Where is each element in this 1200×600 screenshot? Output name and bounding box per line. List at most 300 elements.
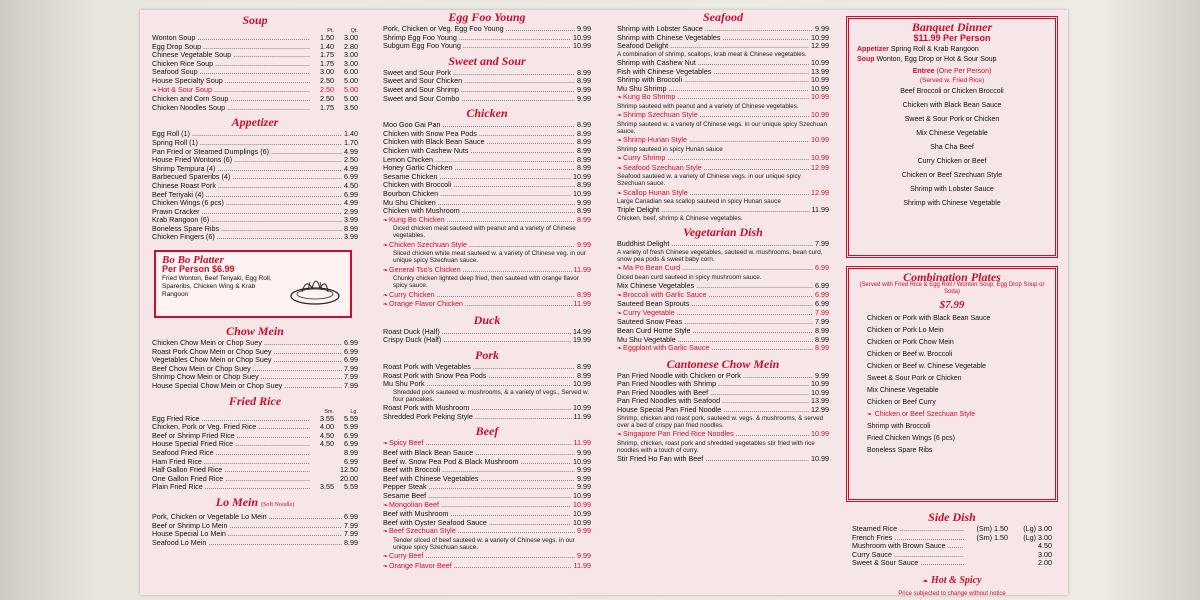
menu-item-name: House Special Pan Fried Noodle ..... bbox=[617, 406, 809, 415]
menu-item-name: Chicken with Broccoli ..... bbox=[383, 181, 575, 190]
column-2 bbox=[383, 10, 591, 572]
menu-item bbox=[152, 165, 358, 174]
section-title-cantonese: Cantonese Chow Mein bbox=[666, 356, 780, 371]
menu-item-description: Chunky chicken lighted deep fried, then sauteed with orange flavor spicy sauce. bbox=[393, 275, 579, 290]
menu-item-price: 3.99 bbox=[344, 232, 358, 242]
menu-item bbox=[152, 458, 358, 467]
menu-item-name: Seafood Soup ..... bbox=[152, 68, 310, 77]
pepper-icon: ❧ bbox=[617, 138, 623, 145]
menu-item bbox=[152, 191, 358, 200]
bobo-title: Bo Bo Platter bbox=[162, 254, 224, 267]
menu-item-name: Mu Shu Vegetable ..... bbox=[617, 336, 813, 345]
menu-item-description: Diced chicken meat sauteed with peanut and a variety of Chinese vegetables. bbox=[393, 225, 576, 240]
menu-item-price: 6.99 bbox=[815, 289, 829, 299]
menu-item-name: Beef with Black Bean Sauce ..... bbox=[383, 449, 575, 458]
menu-item bbox=[383, 363, 591, 372]
menu-item bbox=[383, 328, 591, 337]
side-item-large: 3.00 bbox=[1038, 549, 1052, 559]
pepper-icon: ❧ bbox=[617, 190, 623, 197]
section-title-vegetarian: Vegetarian Dish bbox=[683, 225, 763, 240]
menu-item-name: Chinese Roast Pork ..... bbox=[152, 182, 342, 191]
menu-item-name: Chicken with Snow Pea Pods ..... bbox=[383, 130, 575, 139]
menu-item bbox=[617, 397, 829, 406]
bobo-platter-box bbox=[154, 250, 352, 318]
menu-item-price: 8.99 bbox=[577, 180, 591, 190]
section-title-pork: Pork bbox=[475, 348, 499, 363]
menu-item bbox=[383, 413, 591, 422]
menu-item bbox=[152, 216, 358, 225]
menu-item-price: 8.99 bbox=[577, 370, 591, 380]
menu-item bbox=[383, 336, 591, 345]
pepper-icon: ❧ bbox=[617, 113, 623, 120]
menu-item-price: 8.99 bbox=[577, 214, 591, 224]
pepper-icon: ❧ bbox=[617, 292, 623, 299]
menu-item-price: 3.99 bbox=[344, 215, 358, 225]
menu-item-price-large: 6.99 bbox=[344, 456, 358, 466]
friedrice-list bbox=[152, 415, 358, 492]
menu-item-name: Moo Goo Gai Pan ..... bbox=[383, 121, 575, 130]
menu-item-price: 2.99 bbox=[344, 206, 358, 216]
menu-item-name: Mongolian Beef ..... bbox=[389, 501, 571, 510]
menu-item-name: Sweet and Sour Pork ..... bbox=[383, 69, 575, 78]
menu-item-name: Roast Duck (Half) ..... bbox=[383, 328, 571, 337]
section-title-seafood: Seafood bbox=[703, 10, 743, 24]
menu-item-price: 9.99 bbox=[577, 551, 591, 561]
menu-item-price: 8.99 bbox=[815, 334, 829, 344]
menu-item-description: Shrimp, chicken, roast pork and shredded vegetables stir fried with rice noodles with a touch of curry. bbox=[617, 439, 815, 454]
menu-item-name: Shrimp with Cashew Nut ..... bbox=[617, 59, 809, 68]
menu-item-name: Spicy Beef ..... bbox=[389, 439, 572, 448]
pepper-icon: ❧ bbox=[383, 217, 389, 224]
menu-item bbox=[617, 318, 829, 327]
menu-item bbox=[617, 206, 829, 215]
menu-item bbox=[617, 136, 829, 146]
menu-item bbox=[383, 130, 591, 139]
menu-item bbox=[152, 382, 358, 391]
menu-item bbox=[617, 291, 829, 301]
menu-item-name: Sesame Beef ..... bbox=[383, 492, 571, 501]
combo-item bbox=[867, 385, 1047, 397]
menu-item-price-large: 3.50 bbox=[344, 102, 358, 112]
menu-item-price: 10.99 bbox=[573, 517, 591, 527]
menu-item-price: 6.99 bbox=[344, 338, 358, 348]
menu-item bbox=[617, 406, 829, 415]
menu-item bbox=[152, 199, 358, 208]
menu-item bbox=[617, 154, 829, 164]
menu-item-price-large: 5.00 bbox=[344, 84, 358, 94]
combo-item-name: Fried Chicken Wings (6 pcs) bbox=[867, 434, 955, 442]
menu-item-name: Shrimp with Lobster Sauce ..... bbox=[617, 25, 813, 34]
menu-item-price: 13.99 bbox=[811, 396, 829, 406]
menu-item-name: Beef with Mushroom ..... bbox=[383, 510, 571, 519]
menu-item-price: 7.99 bbox=[344, 363, 358, 373]
menu-item-name: Beef w. Snow Pea Pod & Black Mushroom ..... bbox=[383, 458, 571, 467]
menu-item bbox=[383, 138, 591, 147]
section-title-friedrice: Fried Rice bbox=[228, 393, 282, 408]
menu-item-price: 10.99 bbox=[811, 57, 829, 67]
menu-item-name: Sweet and Sour Chicken ..... bbox=[383, 77, 575, 86]
banquet-appetizer: Appetizer Spring Roll & Krab Rangoon bbox=[857, 45, 979, 53]
section-title-duck: Duck bbox=[473, 312, 501, 327]
menu-item-price: 8.99 bbox=[577, 206, 591, 216]
menu-item-price: 6.99 bbox=[344, 172, 358, 182]
combo-title: Combination Plates bbox=[903, 270, 1001, 284]
menu-item-price: 10.99 bbox=[811, 110, 829, 120]
menu-item bbox=[383, 95, 591, 104]
menu-item bbox=[152, 139, 358, 148]
menu-item bbox=[383, 439, 591, 449]
section-title-appetizer: Appetizer bbox=[231, 115, 279, 130]
menu-item-name: Prawn Cracker ..... bbox=[152, 208, 342, 217]
menu-item-name: Chicken with Black Bean Sauce ..... bbox=[383, 138, 575, 147]
menu-item-price: 4.50 bbox=[344, 180, 358, 190]
column-4 bbox=[846, 10, 1058, 599]
menu-item-name: Roast Pork Chow Mein or Chop Suey ..... bbox=[152, 348, 342, 357]
menu-item-description: Shrimp sauteed w. a variety of Chinese vegs. in our unique spicy Szechuan sauce. bbox=[617, 120, 828, 135]
menu-item-price: 9.99 bbox=[577, 473, 591, 483]
menu-item-name: Beef or Shrimp Lo Mein ..... bbox=[152, 522, 342, 531]
menu-item bbox=[383, 404, 591, 413]
combo-item-name: Sweet & Sour Pork or Chicken bbox=[867, 374, 962, 382]
price-note: Price subjected to change without notice bbox=[898, 590, 1006, 597]
menu-item-name: Roast Pork with Vegetables ..... bbox=[383, 363, 575, 372]
menu-item-price-large: 5.00 bbox=[344, 75, 358, 85]
menu-item-price: 6.99 bbox=[344, 355, 358, 365]
menu-item-price: 8.99 bbox=[815, 325, 829, 335]
menu-item-price-large: 5.59 bbox=[344, 413, 358, 423]
combo-item bbox=[867, 409, 1047, 421]
menu-item bbox=[152, 449, 358, 458]
menu-item-price: 9.99 bbox=[577, 239, 591, 249]
menu-item bbox=[617, 111, 829, 121]
combo-item bbox=[867, 361, 1047, 373]
combo-item-name: Chicken or Pork Lo Mein bbox=[867, 326, 944, 334]
menu-item-description: Sliced chicken white meat sauteed w. a variety of Chinese veg. in our unique spicy Szechuan sauce. bbox=[393, 250, 586, 265]
menu-item-name: Pan Fried or Steamed Dumplings (6) ..... bbox=[152, 148, 342, 157]
pepper-icon: ❧ bbox=[383, 267, 389, 274]
menu-item bbox=[617, 25, 829, 34]
menu-item-name: Plain Fried Rice ..... bbox=[152, 483, 310, 492]
side-item bbox=[852, 542, 1052, 551]
menu-item-price: 12.99 bbox=[811, 187, 829, 197]
menu-item-price: 8.99 bbox=[577, 76, 591, 86]
banquet-item: Curry Chicken or Beef bbox=[917, 157, 987, 165]
menu-item-description: A variety of fresh Chinese vegetables, sauteed w. mushrooms, bean curd, snow pea pods & sweet baby corn. bbox=[617, 248, 823, 263]
menu-item-price: 11.99 bbox=[573, 264, 591, 274]
menu-item-name: Pan Fried Noodles with Shrimp ..... bbox=[617, 380, 809, 389]
menu-item-price-large: 6.99 bbox=[344, 430, 358, 440]
menu-item-name: Bourbon Chicken ..... bbox=[383, 190, 571, 199]
menu-item-price: 10.99 bbox=[573, 456, 591, 466]
menu-item bbox=[383, 562, 591, 572]
menu-item-price: 9.99 bbox=[577, 84, 591, 94]
menu-item bbox=[152, 225, 358, 234]
menu-item-price: 8.99 bbox=[577, 120, 591, 130]
menu-item-price: 9.99 bbox=[577, 197, 591, 207]
menu-item-name: Ham Fried Rice ..... bbox=[152, 458, 310, 467]
menu-item bbox=[617, 389, 829, 398]
menu-item bbox=[617, 59, 829, 68]
side-item bbox=[852, 525, 1052, 534]
banquet-price: $11.99 Per Person bbox=[913, 32, 991, 43]
menu-item-price-large: 5.59 bbox=[344, 482, 358, 492]
menu-item-price: 9.99 bbox=[577, 482, 591, 492]
side-item-large: (Lg) 3.00 bbox=[1023, 532, 1052, 542]
menu-item bbox=[383, 77, 591, 86]
menu-item-description: A combination of shrimp, scallops, krab meat & Chinese vegetables. bbox=[617, 50, 807, 58]
menu-item-name: Seafood Szechuan Style ..... bbox=[623, 164, 809, 173]
side-item-large: (Lg) 3.00 bbox=[1023, 524, 1052, 533]
menu-item-name: Sesame Chicken ..... bbox=[383, 173, 571, 182]
combo-item-name: Mix Chinese Vegetable bbox=[867, 386, 939, 394]
menu-item-price: 8.99 bbox=[577, 137, 591, 147]
menu-item-price: 9.99 bbox=[577, 24, 591, 33]
menu-item bbox=[383, 300, 591, 310]
menu-item bbox=[617, 42, 829, 51]
side-item-name: Steamed Rice ..... bbox=[852, 525, 964, 534]
section-title-sweetsour: Sweet and Sour bbox=[448, 53, 526, 68]
menu-item bbox=[617, 68, 829, 77]
menu-item-price: 10.99 bbox=[811, 152, 829, 162]
menu-item-price-small: 3.55 bbox=[320, 413, 334, 423]
menu-item-name: Vegetables Chow Mein or Chop Suey ..... bbox=[152, 356, 342, 365]
menu-item-price: 7.99 bbox=[344, 529, 358, 539]
menu-item-price: 11.99 bbox=[573, 438, 591, 448]
menu-item-name: Beef or Shrimp Fried Rice ..... bbox=[152, 432, 310, 441]
seafood-list bbox=[617, 25, 829, 222]
menu-item-name: Seafood Delight ..... bbox=[617, 42, 809, 51]
section-title-beef: Beef bbox=[475, 424, 499, 439]
menu-item-price: 4.99 bbox=[344, 198, 358, 208]
menu-item-price: 9.99 bbox=[815, 24, 829, 33]
combo-note: (Served with Fried Rice & Egg Roll / Wonton Soup, Egg Drop Soup or Soda) bbox=[859, 281, 1045, 296]
menu-item-name: Fish with Chinese Vegetables ..... bbox=[617, 68, 809, 77]
menu-item bbox=[383, 34, 591, 43]
menu-item bbox=[383, 199, 591, 208]
pepper-icon: ❧ bbox=[922, 578, 928, 585]
menu-item bbox=[152, 233, 358, 242]
menu-item-name: Chicken Szechuan Style ..... bbox=[389, 241, 575, 250]
menu-item-price: 7.99 bbox=[815, 307, 829, 317]
menu-item-name: Roast Pork with Snow Pea Pods ..... bbox=[383, 372, 575, 381]
menu-item-name: Curry Vegetable ..... bbox=[623, 309, 813, 318]
menu-item bbox=[152, 466, 358, 475]
menu-item-price-large: 6.00 bbox=[344, 67, 358, 77]
menu-item bbox=[152, 539, 358, 548]
combo-item-name: Chicken or Beef Szechuan Style bbox=[874, 410, 976, 418]
side-item-large: 2.00 bbox=[1038, 558, 1052, 568]
menu-item-name: Egg Fried Rice ..... bbox=[152, 415, 310, 424]
menu-item-name: Ma Po Bean Curd ..... bbox=[623, 264, 813, 273]
menu-item-price: 4.99 bbox=[344, 163, 358, 173]
menu-item bbox=[152, 522, 358, 531]
menu-item-price-small: 2.50 bbox=[320, 94, 334, 104]
menu-item-price: 8.99 bbox=[577, 128, 591, 138]
menu-item bbox=[152, 182, 358, 191]
menu-item bbox=[617, 85, 829, 94]
pepper-icon: ❧ bbox=[617, 432, 623, 439]
menu-item-price-small: 1.50 bbox=[320, 33, 334, 42]
menu-item-price: 10.99 bbox=[573, 491, 591, 500]
menu-item-name: Chicken Noodles Soup ..... bbox=[152, 104, 310, 113]
menu-item-description: Shrimp, chicken and roast pork, sauteed w. vegs. & mushrooms, & served over a bed of crispy pan fried noodles. bbox=[617, 414, 824, 429]
menu-item-name: Curry Shrimp ..... bbox=[623, 154, 809, 163]
menu-item-price: 10.99 bbox=[573, 379, 591, 389]
section-title-lomein: Lo Mein (Soft Noodle) bbox=[215, 494, 295, 509]
menu-item-name: Chicken and Corn Soup ..... bbox=[152, 95, 310, 104]
menu-item-price-small: 4.00 bbox=[320, 422, 334, 432]
combo-item-name: Chicken or Beef Curry bbox=[867, 398, 936, 406]
combo-item-name: Chicken or Beef w. Chinese Vegetable bbox=[867, 362, 987, 370]
menu-item bbox=[383, 86, 591, 95]
menu-item-price-small: 4.50 bbox=[320, 430, 334, 440]
menu-item-price-large: 6.99 bbox=[344, 439, 358, 449]
beef-list bbox=[383, 439, 591, 571]
section-title-soup: Soup bbox=[242, 13, 268, 27]
menu-item-name: Subgum Egg Foo Young ..... bbox=[383, 42, 571, 51]
menu-item-price-small: 2.50 bbox=[320, 84, 334, 94]
menu-item bbox=[383, 483, 591, 492]
pepper-icon: ❧ bbox=[617, 346, 623, 353]
banquet-item: Chicken or Beef Szechuan Style bbox=[901, 171, 1003, 179]
menu-item-name: Shrimp with Broccoli ..... bbox=[617, 76, 809, 85]
menu-item-name: Sweet and Sour Shrimp ..... bbox=[383, 86, 575, 95]
menu-item bbox=[617, 240, 829, 249]
menu-item-name: Kung Bo Chicken ..... bbox=[389, 216, 575, 225]
menu-item-price-large: 5.00 bbox=[344, 94, 358, 104]
menu-item-name: Orange Flavor Chicken ..... bbox=[389, 300, 572, 309]
menu-item-name: Orange Flavor Beef ..... bbox=[389, 562, 572, 571]
menu-item-price: 7.99 bbox=[344, 520, 358, 530]
menu-item-price: 7.99 bbox=[344, 372, 358, 382]
side-item bbox=[852, 551, 1052, 560]
menu-item-price: 19.99 bbox=[573, 335, 591, 345]
combo-item-name: Chicken or Beef w. Broccoli bbox=[867, 350, 953, 358]
side-item-large: 4.50 bbox=[1038, 541, 1052, 551]
menu-item-name: Shrimp Tempura (4) ..... bbox=[152, 165, 342, 174]
menu-item bbox=[383, 466, 591, 475]
menu-item-name: Chicken Fingers (6) ..... bbox=[152, 233, 342, 242]
menu-item bbox=[383, 181, 591, 190]
menu-item-name: House Special Lo Mein ..... bbox=[152, 530, 342, 539]
menu-item-price: 10.99 bbox=[573, 188, 591, 198]
pepper-icon: ❧ bbox=[617, 155, 623, 162]
menu-item-name: Buddhist Delight ..... bbox=[617, 240, 813, 249]
menu-item-price: 8.99 bbox=[577, 154, 591, 164]
menu-item-price: 6.99 bbox=[815, 263, 829, 273]
menu-item-price-small: 3.55 bbox=[320, 482, 334, 492]
bobo-desc: Fried Wonton, Beef Teriyaki, Egg Roll, Spareribs, Chicken Wing & Krab Rangoon bbox=[162, 275, 272, 299]
menu-item-price: 10.99 bbox=[811, 83, 829, 93]
combo-item bbox=[867, 349, 1047, 361]
menu-item-price: 9.99 bbox=[577, 526, 591, 536]
menu-item-name: Mu Shu Shrimp ..... bbox=[617, 85, 809, 94]
menu-item bbox=[152, 148, 358, 157]
menu-item-name: Broccoli with Garlic Sauce ..... bbox=[623, 291, 813, 300]
menu-item-name: Mu Shu Chicken ..... bbox=[383, 199, 575, 208]
menu-item-description: Shredded pork sauteed w. mushrooms, & a variety of vegs., Served w. four pancakes. bbox=[393, 388, 590, 404]
menu-item bbox=[617, 380, 829, 389]
menu-item bbox=[152, 104, 358, 113]
menu-item-price-small: 2.50 bbox=[320, 75, 334, 85]
menu-item-name: Beef Chow Mein or Chop Suey ..... bbox=[152, 365, 342, 374]
menu-item bbox=[383, 380, 591, 389]
pepper-icon: ❧ bbox=[383, 563, 389, 570]
menu-item-price: 10.99 bbox=[573, 509, 591, 519]
menu-item-price: 11.99 bbox=[573, 411, 591, 421]
menu-item-price: 12.99 bbox=[811, 162, 829, 172]
menu-item-price: 8.99 bbox=[577, 67, 591, 77]
menu-item bbox=[152, 130, 358, 139]
menu-item-price: 10.99 bbox=[573, 403, 591, 413]
column-1 bbox=[152, 10, 358, 547]
menu-item-price: 13.99 bbox=[811, 66, 829, 76]
menu-item-price: 6.99 bbox=[344, 511, 358, 521]
menu-item-name: Chicken with Cashew Nuts ..... bbox=[383, 147, 575, 156]
menu-item-name: Shrimp with Chinese Vegetables ..... bbox=[617, 34, 809, 43]
banquet-item: Mix Chinese Vegetable bbox=[916, 129, 988, 137]
combo-item-name: Chicken or Pork Chow Mein bbox=[867, 338, 954, 346]
sidedish-list bbox=[846, 525, 1058, 568]
pepper-icon: ❧ bbox=[383, 529, 389, 536]
menu-item-price: 7.99 bbox=[815, 317, 829, 327]
menu-item-name: Seafood Fried Rice ..... bbox=[152, 449, 310, 458]
cantonese-list bbox=[617, 372, 829, 464]
menu-item bbox=[617, 309, 829, 319]
menu-item bbox=[152, 348, 358, 357]
menu-item bbox=[617, 93, 829, 103]
side-item-small: (Sm) 1.50 bbox=[976, 532, 1008, 542]
banquet-entree: Entree (One Per Person) bbox=[912, 67, 992, 75]
menu-item-price: 1.70 bbox=[344, 137, 358, 147]
menu-item-price-small: 1.75 bbox=[320, 102, 334, 112]
menu-item-price: 8.99 bbox=[344, 223, 358, 233]
menu-item-name: Triple Delight ..... bbox=[617, 206, 810, 215]
menu-item bbox=[383, 492, 591, 501]
menu-item-price: 10.99 bbox=[811, 92, 829, 102]
menu-item-name: Spring Roll (1) ..... bbox=[152, 139, 342, 148]
soup-list bbox=[152, 34, 358, 112]
menu-item-name: Stir Fried Ho Fan with Beef ..... bbox=[617, 455, 809, 464]
pepper-icon: ❧ bbox=[617, 165, 623, 172]
menu-item bbox=[383, 449, 591, 458]
side-item bbox=[852, 559, 1052, 568]
menu-item bbox=[383, 164, 591, 173]
menu-item-name: Shrimp Egg Foo Young ..... bbox=[383, 34, 571, 43]
menu-item-price: 10.99 bbox=[811, 454, 829, 464]
pepper-icon: ❧ bbox=[383, 302, 389, 309]
menu-item-price-large: 8.99 bbox=[344, 448, 358, 457]
pepper-icon: ❧ bbox=[383, 242, 389, 249]
menu-item-name: Sweet and Sour Combo ..... bbox=[383, 95, 575, 104]
menu-item bbox=[383, 42, 591, 51]
menu-item-price: 6.99 bbox=[344, 189, 358, 199]
menu-item-price: 11.99 bbox=[811, 205, 829, 215]
menu-item-price: 10.99 bbox=[811, 75, 829, 85]
menu-item-name: Mix Chinese Vegetables ..... bbox=[617, 282, 813, 291]
menu-item bbox=[152, 530, 358, 539]
menu-item-price-large: 3.00 bbox=[344, 58, 358, 68]
chowmein-list bbox=[152, 339, 358, 391]
menu-item bbox=[617, 344, 829, 354]
menu-item-name: Scallop Hunan Style ..... bbox=[623, 189, 809, 198]
menu-item bbox=[383, 216, 591, 226]
menu-item-price-small: 1.75 bbox=[320, 50, 334, 60]
menu-item-name: Sauteed Bean Sprouts ..... bbox=[617, 300, 813, 309]
sweetsour-list bbox=[383, 69, 591, 103]
menu-item-price: 6.99 bbox=[815, 299, 829, 309]
menu-item-name: Half Gallon Fried Rice ..... bbox=[152, 466, 310, 475]
